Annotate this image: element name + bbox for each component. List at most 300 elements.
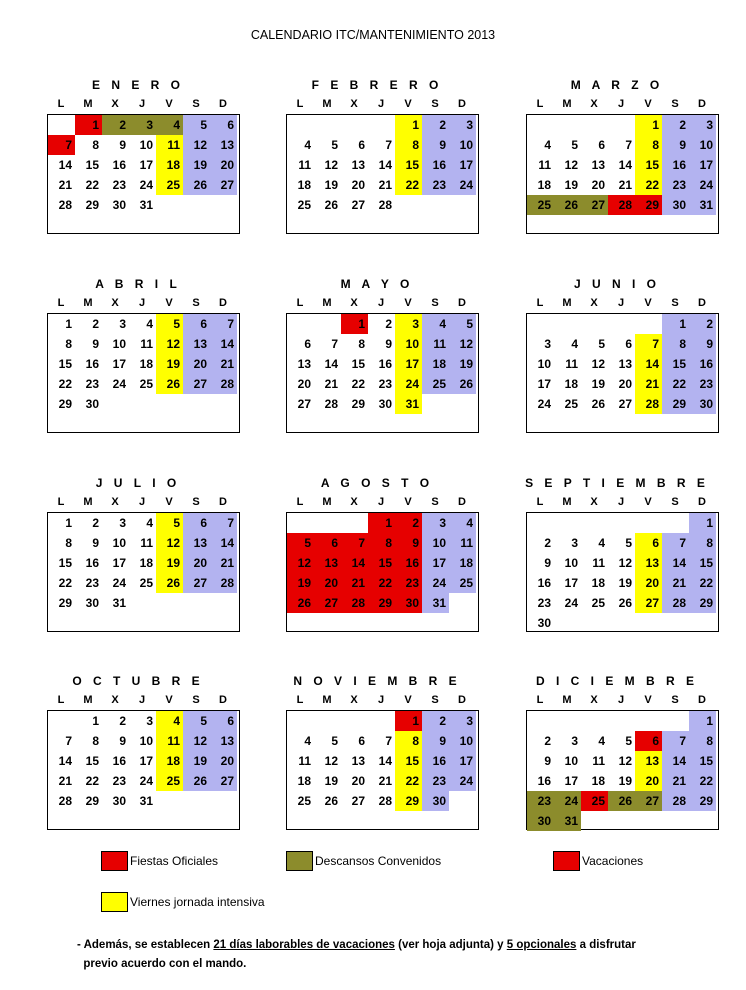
day-cell: 10 bbox=[564, 556, 578, 570]
day-cell: 26 bbox=[183, 771, 210, 791]
day-cell: 6 bbox=[358, 138, 365, 152]
day-cell: 9 bbox=[92, 536, 99, 550]
day-cell: 20 bbox=[314, 573, 341, 593]
day-cell: 1 bbox=[635, 115, 662, 135]
day-cell: 23 bbox=[527, 791, 554, 811]
day-cell: 14 bbox=[662, 751, 689, 771]
day-cell: 24 bbox=[537, 397, 551, 411]
day-cell: 26 bbox=[554, 195, 581, 215]
day-cell: 25 bbox=[422, 374, 449, 394]
day-cell: 26 bbox=[324, 794, 338, 808]
day-cell: 2 bbox=[422, 711, 449, 731]
day-cell: 11 bbox=[422, 334, 449, 354]
weekday-label: L bbox=[536, 297, 544, 309]
day-cell: 26 bbox=[449, 374, 476, 394]
day-cell: 6 bbox=[625, 337, 632, 351]
weekday-label: X bbox=[350, 496, 358, 508]
day-cell: 16 bbox=[422, 751, 449, 771]
day-cell: 11 bbox=[592, 556, 605, 570]
day-cell: 15 bbox=[395, 155, 422, 175]
day-cell: 6 bbox=[183, 314, 210, 334]
day-cell: 27 bbox=[351, 198, 365, 212]
day-cell: 28 bbox=[210, 573, 237, 593]
day-cell: 9 bbox=[689, 334, 716, 354]
day-cell: 10 bbox=[139, 734, 153, 748]
day-cell: 23 bbox=[112, 774, 126, 788]
day-cell: 5 bbox=[598, 337, 605, 351]
day-cell: 7 bbox=[341, 533, 368, 553]
day-cell: 31 bbox=[422, 593, 449, 613]
day-cell: 12 bbox=[591, 357, 605, 371]
day-cell: 26 bbox=[324, 198, 338, 212]
day-cell: 24 bbox=[139, 774, 153, 788]
note-vacation-days: 21 días laborables de vacaciones bbox=[213, 939, 395, 951]
page-title: CALENDARIO ITC/MANTENIMIENTO 2013 bbox=[250, 28, 496, 42]
day-cell: 22 bbox=[395, 771, 422, 791]
legend-swatch-fiestas bbox=[101, 851, 128, 871]
day-cell: 10 bbox=[112, 536, 126, 550]
day-cell: 21 bbox=[58, 178, 72, 192]
day-cell: 12 bbox=[449, 334, 476, 354]
weekday-label: L bbox=[296, 496, 304, 508]
day-cell: 7 bbox=[65, 734, 72, 748]
month-grid bbox=[526, 512, 719, 632]
weekday-label: L bbox=[536, 98, 544, 110]
day-cell: 21 bbox=[635, 374, 662, 394]
day-cell: 5 bbox=[625, 536, 632, 550]
day-cell: 9 bbox=[422, 135, 449, 155]
day-cell: 2 bbox=[422, 115, 449, 135]
day-cell: 29 bbox=[58, 596, 72, 610]
weekday-label: S bbox=[431, 694, 439, 706]
day-cell: 24 bbox=[564, 596, 578, 610]
weekday-label: D bbox=[698, 694, 706, 706]
weekday-header bbox=[40, 98, 236, 112]
day-cell: 12 bbox=[618, 556, 632, 570]
month-name: M A Y O bbox=[340, 277, 414, 291]
day-cell: 19 bbox=[183, 751, 210, 771]
day-cell: 4 bbox=[422, 314, 449, 334]
day-cell: 2 bbox=[385, 317, 392, 331]
weekday-label: D bbox=[219, 694, 227, 706]
weekday-label: D bbox=[698, 98, 706, 110]
day-cell: 23 bbox=[537, 596, 551, 610]
day-cell: 26 bbox=[183, 175, 210, 195]
legend-label-fiestas: Fiestas Oficiales bbox=[130, 854, 219, 868]
weekday-label: S bbox=[431, 297, 439, 309]
day-cell: 15 bbox=[58, 556, 72, 570]
weekday-label: L bbox=[57, 496, 65, 508]
day-cell: 8 bbox=[689, 533, 716, 553]
day-cell: 20 bbox=[351, 774, 365, 788]
day-cell: 16 bbox=[422, 155, 449, 175]
day-cell: 1 bbox=[395, 115, 422, 135]
day-cell: 6 bbox=[183, 513, 210, 533]
day-cell: 25 bbox=[591, 596, 605, 610]
day-cell: 4 bbox=[449, 513, 476, 533]
day-cell: 15 bbox=[85, 754, 99, 768]
day-cell: 16 bbox=[689, 354, 716, 374]
day-cell: 4 bbox=[544, 138, 551, 152]
day-cell: 4 bbox=[304, 138, 311, 152]
day-cell: 19 bbox=[618, 576, 632, 590]
day-cell: 3 bbox=[449, 115, 476, 135]
day-cell: 28 bbox=[210, 374, 237, 394]
day-cell: 21 bbox=[618, 178, 632, 192]
month-name: A G O S T O bbox=[320, 476, 434, 490]
day-cell: 19 bbox=[591, 377, 605, 391]
month-grid bbox=[47, 710, 240, 830]
day-cell: 12 bbox=[183, 731, 210, 751]
legend-fiestas bbox=[101, 851, 271, 871]
day-cell: 26 bbox=[608, 791, 635, 811]
weekday-label: V bbox=[644, 98, 652, 110]
day-cell: 12 bbox=[324, 754, 338, 768]
day-cell: 18 bbox=[297, 178, 311, 192]
day-cell: 13 bbox=[183, 533, 210, 553]
day-cell: 5 bbox=[449, 314, 476, 334]
day-cell: 10 bbox=[689, 135, 716, 155]
day-cell: 25 bbox=[564, 397, 578, 411]
day-cell: 10 bbox=[449, 135, 476, 155]
day-cell: 20 bbox=[183, 354, 210, 374]
legend-swatch-viernes bbox=[101, 892, 128, 912]
day-cell: 3 bbox=[119, 317, 126, 331]
day-cell: 3 bbox=[119, 516, 126, 530]
day-cell: 10 bbox=[564, 754, 578, 768]
day-cell: 12 bbox=[156, 334, 183, 354]
day-cell: 19 bbox=[564, 178, 578, 192]
day-cell: 4 bbox=[571, 337, 578, 351]
weekday-header bbox=[40, 694, 236, 708]
day-cell: 31 bbox=[139, 794, 153, 808]
day-cell: 25 bbox=[297, 198, 311, 212]
day-cell: 4 bbox=[156, 115, 183, 135]
day-cell: 22 bbox=[635, 175, 662, 195]
weekday-header bbox=[279, 297, 475, 311]
day-cell: 15 bbox=[689, 751, 716, 771]
day-cell: 18 bbox=[591, 576, 605, 590]
day-cell: 12 bbox=[183, 135, 210, 155]
weekday-header bbox=[40, 297, 236, 311]
weekday-label: V bbox=[404, 297, 412, 309]
month-name: M A R Z O bbox=[570, 78, 664, 92]
weekday-label: V bbox=[404, 98, 412, 110]
day-cell: 24 bbox=[112, 576, 126, 590]
day-cell: 31 bbox=[689, 195, 716, 215]
day-cell: 27 bbox=[635, 791, 662, 811]
day-cell: 2 bbox=[662, 115, 689, 135]
day-cell: 6 bbox=[598, 138, 605, 152]
day-cell: 7 bbox=[625, 138, 632, 152]
day-cell: 4 bbox=[156, 711, 183, 731]
day-cell: 19 bbox=[183, 155, 210, 175]
weekday-label: J bbox=[377, 98, 385, 110]
day-cell: 16 bbox=[85, 556, 99, 570]
day-cell: 31 bbox=[554, 811, 581, 831]
weekday-label: V bbox=[404, 694, 412, 706]
day-cell: 27 bbox=[297, 397, 311, 411]
day-cell: 14 bbox=[618, 158, 632, 172]
month-name: A B R I L bbox=[95, 277, 181, 291]
day-cell: 29 bbox=[58, 397, 72, 411]
day-cell: 29 bbox=[85, 198, 99, 212]
day-cell: 5 bbox=[331, 734, 338, 748]
weekday-label: V bbox=[644, 496, 652, 508]
weekday-label: M bbox=[83, 496, 93, 508]
weekday-label: V bbox=[404, 496, 412, 508]
month-name: F E B R E R O bbox=[311, 78, 443, 92]
day-cell: 13 bbox=[351, 754, 365, 768]
day-cell: 31 bbox=[395, 394, 422, 414]
day-cell: 28 bbox=[635, 394, 662, 414]
day-cell: 30 bbox=[378, 397, 392, 411]
day-cell: 1 bbox=[65, 317, 72, 331]
day-cell: 5 bbox=[183, 115, 210, 135]
day-cell: 21 bbox=[378, 178, 392, 192]
weekday-label: X bbox=[350, 694, 358, 706]
day-cell: 13 bbox=[635, 751, 662, 771]
day-cell: 27 bbox=[351, 794, 365, 808]
month-grid bbox=[526, 114, 719, 234]
day-cell: 9 bbox=[544, 556, 551, 570]
day-cell: 10 bbox=[112, 337, 126, 351]
weekday-label: V bbox=[644, 297, 652, 309]
day-cell: 31 bbox=[112, 596, 126, 610]
day-cell: 7 bbox=[331, 337, 338, 351]
weekday-label: V bbox=[165, 496, 173, 508]
day-cell: 10 bbox=[537, 357, 551, 371]
weekday-label: S bbox=[192, 694, 200, 706]
day-cell: 22 bbox=[395, 175, 422, 195]
weekday-label: L bbox=[296, 98, 304, 110]
day-cell: 23 bbox=[378, 377, 392, 391]
day-cell: 18 bbox=[564, 377, 578, 391]
day-cell: 21 bbox=[662, 573, 689, 593]
day-cell: 14 bbox=[662, 553, 689, 573]
day-cell: 17 bbox=[564, 774, 578, 788]
day-cell: 21 bbox=[58, 774, 72, 788]
day-cell: 8 bbox=[662, 334, 689, 354]
day-cell: 3 bbox=[129, 115, 156, 135]
month-grid bbox=[286, 710, 479, 830]
day-cell: 8 bbox=[368, 533, 395, 553]
day-cell: 3 bbox=[544, 337, 551, 351]
day-cell: 7 bbox=[635, 334, 662, 354]
weekday-label: D bbox=[458, 297, 466, 309]
day-cell: 14 bbox=[210, 334, 237, 354]
day-cell: 15 bbox=[635, 155, 662, 175]
day-cell: 26 bbox=[591, 397, 605, 411]
weekday-label: L bbox=[57, 98, 65, 110]
day-cell: 1 bbox=[395, 711, 422, 731]
weekday-header bbox=[279, 496, 475, 510]
day-cell: 15 bbox=[351, 357, 365, 371]
day-cell: 15 bbox=[689, 553, 716, 573]
weekday-label: J bbox=[377, 496, 385, 508]
weekday-label: J bbox=[138, 297, 146, 309]
weekday-label: J bbox=[617, 496, 625, 508]
note-text-2: (ver hoja adjunta) y bbox=[394, 939, 507, 951]
weekday-label: L bbox=[296, 694, 304, 706]
day-cell: 25 bbox=[297, 794, 311, 808]
weekday-label: S bbox=[671, 98, 679, 110]
day-cell: 10 bbox=[395, 334, 422, 354]
day-cell: 7 bbox=[662, 731, 689, 751]
legend-label-vacaciones: Vacaciones bbox=[582, 854, 644, 868]
weekday-label: X bbox=[350, 98, 358, 110]
month-name: J U N I O bbox=[573, 277, 660, 291]
day-cell: 8 bbox=[635, 135, 662, 155]
weekday-label: M bbox=[83, 297, 93, 309]
day-cell: 15 bbox=[662, 354, 689, 374]
day-cell: 17 bbox=[564, 576, 578, 590]
day-cell: 21 bbox=[324, 377, 338, 391]
weekday-label: J bbox=[617, 297, 625, 309]
day-cell: 11 bbox=[156, 135, 183, 155]
day-cell: 19 bbox=[156, 354, 183, 374]
day-cell: 12 bbox=[618, 754, 632, 768]
day-cell: 7 bbox=[385, 138, 392, 152]
day-cell: 1 bbox=[689, 711, 716, 731]
month-grid bbox=[526, 313, 719, 433]
day-cell: 27 bbox=[314, 593, 341, 613]
day-cell: 1 bbox=[341, 314, 368, 334]
day-cell: 4 bbox=[146, 317, 153, 331]
month-name: J U L I O bbox=[95, 476, 181, 490]
day-cell: 8 bbox=[92, 734, 99, 748]
day-cell: 19 bbox=[618, 774, 632, 788]
day-cell: 27 bbox=[635, 593, 662, 613]
weekday-label: M bbox=[322, 297, 332, 309]
day-cell: 30 bbox=[395, 593, 422, 613]
day-cell: 11 bbox=[140, 337, 153, 351]
day-cell: 7 bbox=[385, 734, 392, 748]
month-grid bbox=[526, 710, 719, 830]
weekday-label: L bbox=[536, 694, 544, 706]
day-cell: 12 bbox=[156, 533, 183, 553]
weekday-label: J bbox=[617, 98, 625, 110]
weekday-label: L bbox=[57, 297, 65, 309]
day-cell: 31 bbox=[139, 198, 153, 212]
day-cell: 16 bbox=[395, 553, 422, 573]
day-cell: 22 bbox=[689, 771, 716, 791]
day-cell: 8 bbox=[65, 536, 72, 550]
day-cell: 20 bbox=[618, 377, 632, 391]
day-cell: 27 bbox=[581, 195, 608, 215]
day-cell: 10 bbox=[449, 731, 476, 751]
weekday-label: L bbox=[296, 297, 304, 309]
day-cell: 5 bbox=[571, 138, 578, 152]
legend-label-descansos: Descansos Convenidos bbox=[315, 854, 442, 868]
day-cell: 14 bbox=[378, 754, 392, 768]
day-cell: 18 bbox=[139, 357, 153, 371]
day-cell: 17 bbox=[537, 377, 551, 391]
day-cell: 9 bbox=[119, 734, 126, 748]
weekday-label: S bbox=[192, 297, 200, 309]
day-cell: 9 bbox=[544, 754, 551, 768]
day-cell: 17 bbox=[422, 553, 449, 573]
day-cell: 24 bbox=[449, 175, 476, 195]
weekday-header bbox=[279, 694, 475, 708]
day-cell: 28 bbox=[662, 791, 689, 811]
day-cell: 25 bbox=[139, 377, 153, 391]
day-cell: 22 bbox=[351, 377, 365, 391]
month-name: S E P T I E M B R E bbox=[525, 476, 709, 490]
day-cell: 3 bbox=[146, 714, 153, 728]
day-cell: 18 bbox=[156, 155, 183, 175]
day-cell: 30 bbox=[422, 791, 449, 811]
day-cell: 6 bbox=[635, 731, 662, 751]
legend-swatch-descansos bbox=[286, 851, 313, 871]
day-cell: 23 bbox=[662, 175, 689, 195]
day-cell: 1 bbox=[689, 513, 716, 533]
note-text-3: a disfrutar bbox=[576, 939, 636, 951]
day-cell: 18 bbox=[156, 751, 183, 771]
day-cell: 24 bbox=[554, 791, 581, 811]
day-cell: 26 bbox=[156, 573, 183, 593]
day-cell: 15 bbox=[58, 357, 72, 371]
day-cell: 24 bbox=[395, 374, 422, 394]
day-cell: 23 bbox=[85, 377, 99, 391]
weekday-label: X bbox=[590, 496, 598, 508]
day-cell: 8 bbox=[395, 731, 422, 751]
day-cell: 11 bbox=[140, 536, 153, 550]
day-cell: 4 bbox=[304, 734, 311, 748]
day-cell: 14 bbox=[341, 553, 368, 573]
day-cell: 20 bbox=[635, 771, 662, 791]
day-cell: 11 bbox=[449, 533, 476, 553]
day-cell: 2 bbox=[92, 516, 99, 530]
weekday-label: X bbox=[590, 694, 598, 706]
day-cell: 29 bbox=[689, 593, 716, 613]
month-name: O C T U B R E bbox=[72, 674, 204, 688]
weekday-label: D bbox=[219, 297, 227, 309]
day-cell: 17 bbox=[449, 751, 476, 771]
month-grid bbox=[286, 313, 479, 433]
day-cell: 23 bbox=[85, 576, 99, 590]
day-cell: 24 bbox=[689, 175, 716, 195]
day-cell: 9 bbox=[385, 337, 392, 351]
day-cell: 15 bbox=[85, 158, 99, 172]
weekday-label: M bbox=[562, 496, 572, 508]
day-cell: 18 bbox=[591, 774, 605, 788]
day-cell: 3 bbox=[571, 536, 578, 550]
day-cell: 27 bbox=[183, 374, 210, 394]
day-cell: 16 bbox=[85, 357, 99, 371]
day-cell: 22 bbox=[368, 573, 395, 593]
weekday-label: M bbox=[562, 98, 572, 110]
day-cell: 18 bbox=[422, 354, 449, 374]
weekday-label: X bbox=[111, 694, 119, 706]
day-cell: 5 bbox=[156, 513, 183, 533]
day-cell: 16 bbox=[112, 754, 126, 768]
day-cell: 12 bbox=[564, 158, 578, 172]
day-cell: 16 bbox=[537, 576, 551, 590]
day-cell: 9 bbox=[92, 337, 99, 351]
day-cell: 20 bbox=[297, 377, 311, 391]
day-cell: 28 bbox=[378, 794, 392, 808]
day-cell: 27 bbox=[618, 397, 632, 411]
day-cell: 20 bbox=[210, 155, 237, 175]
weekday-label: V bbox=[644, 694, 652, 706]
note-text-1: - Además, se establecen bbox=[77, 939, 214, 951]
day-cell: 25 bbox=[139, 576, 153, 590]
month-name: N O V I E M B R E bbox=[293, 674, 461, 688]
day-cell: 3 bbox=[422, 513, 449, 533]
day-cell: 17 bbox=[139, 158, 153, 172]
month-grid bbox=[286, 512, 479, 632]
